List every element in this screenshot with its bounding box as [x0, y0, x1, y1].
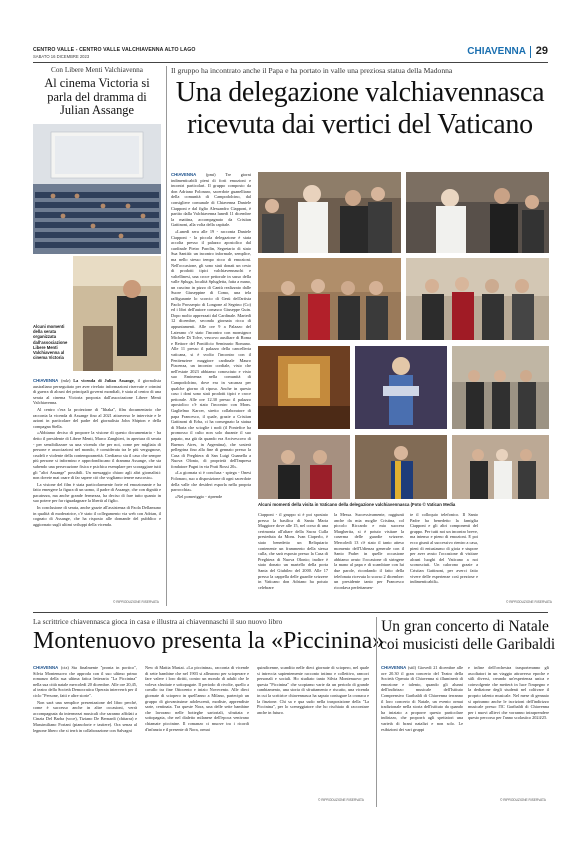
main-title-line1: Una delegazione valchiavennasca [175, 77, 545, 108]
bottom-left-col2: New di Mattia Mastai. «La piccinina», racconta di vicende di sette bambine che nel 1903 si allearono per scioperare e fare valere i loro diritti, contro un mondo di adulti che le voleva sfruttate e sottopagate. Il periodo di rivolte, quello a cavallo tra fine Ottocento e inizio Novecento. Alle dieci giornate di sciopero in quell'anno a Milano, partecipò un gruppo di giovanissime adolescenti, modiste, apprendiste sarte, centinaia. Tra queste Nora, una delle sette bambine che lavorano nelle botteghe sartoriali, sfruttata e sottopagata, che nel dialetto milanese dell'epoca venivano chiamate piccinine. Il romanzo ci muove tra i ricordi d'infanzia e il presente di Nora, ormai [145, 665, 249, 732]
edition-label: CENTRO VALLE - CENTRO VALLE VALCHIAVENNA ALTO LAGO [33, 47, 196, 53]
page-header [33, 45, 548, 63]
section-divider [530, 46, 532, 58]
main-col2: Ciapponi - il gruppo si è poi spostato presso la basilica di Santa Maria Maggiore dove alle 15, nel corso di una cerimonia all'altare della Sacra Culla presieduta da Mons. Ivan Ciaperlo, è stato benedetto un Reliquiario contenente un frammento della stessa culla, che sarà esposto presso la Casa di Preghiera di Nuova Olonio; inoltre è stato donato un martello della porta Santa del Giubileo del 2000. Alle 17 presso la cappella delle guardie svizzere in Vaticano don Adriano ha potuto celebrare [258, 512, 328, 590]
bottom-left-dateline: CHIAVENNA [33, 665, 59, 670]
main-paragraph: «Lunedì sera alle 19 - racconta Daniele Ciapponi - la piccola delegazione è stata accolta presso il palazzo apostolico dal cardinale Pietro Parolin, Segretario di stato Sua Santità: un incontro informale, semplice, ma nello stesso tempo ricco di emozioni. Nell'occasione, gli sono stati donati un cesto di prodotti tipici valchiavennaschi e valtellinesi, una croce pettorale in sasso della valle Spluga, località Splugletta, fatta a mano, un cuscino in pizzo di Cantù realizzato dalle Suore Giuseppine di Como, una tela raffigurante lo scorcio di Gesù dell'artista Paolo Prosserpio di Longone al Segrino (Co) ed i libri dell'autore comasco Giuseppe Guin. Dopo molto apprezzati dal Cardinale. Martedì 12 dicembre, seconda giornata ricca di appuntamenti. Alle ore 9 a Palazzo del Laterano c'è stato l'incontro con monsignor Michele Di Tolve, vescovo ausiliare di Roma e Rettore del Pontificio Seminario Romano. Alle 11 presso il palazzo della cancelleria vaticana, si è svolto l'incontro con il Penitenziere maggiore cardinale Mauro Piacenza, un incontro cordiale, visto che nell'estate 2023 abbiamo conosciuto e visto suo Eminenza nella comunità di Campodolcino, dove era in vacanza per qualche giorno di riposo. Anche in questo caso i doni sono stati prodotti tipici e croce pettorale. Alle ore 12.30 presso il palazzo apostolico c'è stato l'incontro con Mons. Gaglielmo Karcer, stretto collaboratore di papa Francesco, il quale, grazie a Cristian Gattinoni di Erba, ci ha consegnato la statua di Maria che scioglie i nodi (il Pontefice ha promosso il culto non solo durante il suo papato, ma già da quando era Arcivescovo di Buenos Aires, in Argentina), che sosterà pellegrina fino alla fine di gennaio presso la Casa di Preghiera di San Luigi Guanella a Nuova Olonio, di proprietà dell'Impresa fondatore Pagni in via Prati Rossi 20». [171, 228, 251, 469]
photo-family-group [452, 435, 549, 499]
sidebar-photo-bottom [73, 256, 161, 371]
main-title-line2: ricevuta dai vertici del Vaticano [187, 109, 533, 140]
photo-group-office [406, 258, 549, 340]
main-col1 [171, 172, 251, 512]
main-col4: te il colloquio telefonico. Il Santo Padre ha benedetto la famiglia Ciapponi e gli altri componenti del gruppo. Per tutti noi un incontro breve, ma intenso e pieno di emozioni. E poi ecco giunti al successivo rientro a casa, pieni di entusiasmo di gioia e stupore per aver avuto l'occasione di visitare alcuni luoghi del Vaticano a noi sconosciuti. Un calorono grazie a Cristian Gattinoni, per averci fatto vivere delle esperienze così preziose e indimenticabili». [410, 512, 478, 585]
date-label: SABATO 16 DICEMBRE 2023 [33, 54, 90, 59]
main-repro: © RIPRODUZIONE RISERVATA [506, 600, 552, 604]
bottom-column-divider [376, 617, 377, 807]
sidebar-photo-top [33, 124, 161, 254]
photo-caption: Alcuni momenti della visita in Vaticano della delegazione valchiavennasca (Foto © Vatican Media [258, 502, 456, 507]
main-kicker: Il gruppo ha incontrato anche il Papa e ha portato in valle una preziosa statua della Madonna [171, 66, 453, 75]
bottom-right-dateline: CHIAVENNA [381, 665, 407, 670]
vatican-photo-grid [258, 172, 549, 509]
bottom-left-col3: quindicenne, scandito nelle dieci giornate di sciopero, nel quale si intreccia sapientemente racconto intimo e collettivo, rancori personali e sociali. Ho studiato tanto Silvia Montenuovo per questa "Piccinina" che scopiamo varie da un periodo di grande cambiamento, una storia di sfruttamento e riscatto, una vicenda in cui la scrittrice chiavennasca ha saputo coniugare la cronaca e la finzione. Chi sa e qua sudo nella trasposizione della "La Piccinina", per lo sceneggiatore che ho rischiato di raccontare anche in futuro. [257, 665, 369, 715]
header-rule [33, 62, 548, 63]
sidebar-paragraph: il giornalista australiano perseguitato per aver rivelato informazioni riservate e crimini di guerra di alcuni dei principali governi mondiali, è stata al centro di una serata al cinema Victoria proposta dall'associazione Libere Menti Valchiavenna. [33, 378, 161, 406]
bottom-right-title-line2: coi musicisti delle Garibaldi [380, 636, 556, 653]
main-dateline-tag: (pmi) [205, 172, 216, 177]
bottom-right-dateline-tag: (sttl) [407, 665, 417, 670]
photo-pope-handshake [406, 172, 549, 253]
sidebar-paragraph: La visione del film è stata particolarmente forte ed emozionante e ha fatto emergere la figura di un uomo, il padre di Assange, che con dignità e pacatezza, ma anche grande fermezza, ha deciso di fare tutto quanto in suo potere per far riguadagnare la libertà al figlio. [33, 481, 161, 504]
bottom-right-repro: © RIPRODUZIONE RISERVATA [500, 798, 546, 802]
sidebar-caption: Alcuni momenti della serata organizzata dall'associazione Libere Menti Valchiavenna al cinema Victoria [33, 324, 68, 361]
photo-statue [355, 346, 447, 429]
sidebar-article [33, 66, 161, 606]
main-col3: la Messa. Successivamente, raggiunti anche da mia moglie Cristina, col piccolo Riccardo e mia suocera Margherita, si è potuto visitare la caserma delle guardie svizzere. Mercoledì 13 c'è stato il tanto atteso momento dell'Udienza generale con il Santo Padre: in quelle occasione abbiamo avuto l'occasione di stringere la mano al papa e di scambiare con lui due parole, ricordando il fatto della telefonata ricevuta lo scorso 2 dicembre: un presidente tanto per Francesco ricordava perfettamen- [334, 512, 404, 590]
photo-swiss-guard [355, 435, 447, 499]
bottom-left-repro: © RIPRODUZIONE RISERVATA [318, 798, 364, 802]
bottom-left-col1 [33, 665, 137, 805]
bottom-left-dateline-tag: (ctz) [60, 665, 69, 670]
sidebar-repro: © RIPRODUZIONE RISERVATA [113, 600, 159, 604]
sidebar-paragraph: In conclusione di serata, anche grazie all'assistenza di Paola Dellamuno in qualità di moderatrice, c'è stato il collegamento via web con Adrian, il cognato di Assange, che ha risposto alle domande del pubblico e aggiornato sugli ultimi sviluppi della vicenda. [33, 505, 161, 527]
bottom-right-col2: e infine dell'orchestra trasporteranno gli ascoltatori in un viaggio attraverso epoche e stili diversi, creando un'esperienza unica e coinvolgente che metterà in luce l'impegno e la dedizione degli studenti nel coltivare il proprio talento musicale. Nel mese di gennaio si apriranno anche le iscrizioni dell'indirizzo musicale presso l'IC Garibaldi di Chiavenna per i nuovi allievi che vorranno intraprendere questo percorso per l'anno scolastico 2024/25. [468, 665, 549, 721]
sidebar-body [33, 378, 161, 606]
sidebar-kicker: Con Libere Menti Valchiavenna [51, 66, 143, 74]
photo-chapel [258, 346, 350, 429]
section-name: CHIAVENNA [467, 46, 526, 57]
speaker-image [73, 256, 161, 371]
bottom-right-title-line1: Un gran concerto di Natale [381, 618, 549, 635]
sidebar-dateline-tag: (mlz) [61, 378, 71, 383]
cinema-stage-image [33, 124, 161, 254]
sidebar-paragraph: «Abbiamo deciso di proporre la visione di questo documentario - ha detto il presidente di Libere Menti, Marco Zanghieri, in apertura di serata - per sensibilizzare su una vicenda che per noi, come per migliaia di persone e associazioni nel mondo, è considerata tra le più vergognose, crudeli e violente della contemporaneità. Crediamo sia il caso che sempre più persone si informino e approfondiscano il dramma Assange, che sta subendo una persecuzione fisica e psichica esemplare per scoraggiare tutti gli "altri Assange" possibili. Un messaggio chiaro agli altri giornalisti: non dovete mai osare di far sapere ciò che vogliamo tenere nascosto». [33, 430, 161, 481]
bottom-right-paragraph: Giovedì 21 dicembre alle ore 20.30 il gran concerto del Teatro della Società Operaia di Chiavenna si illuminerà di emozione e talento, quando gli alunni dell'indirizzo musicale dell'Istituto Comprensivo Garibaldi di Chiavenna terranno il loro concerto di Natale, un evento ormai tradizionale nella storia dell'istituto da quando ha iniziato a proporre questo particolare indirizzo, che proporrà agli spettatori una varietà di brani natalizi e non solo. Le esibizioni dei vari gruppi [381, 665, 463, 732]
section-divider-rule [33, 612, 548, 613]
bottom-left-paragraph: Non sarà una semplice presentazione del libro perché, come è successo anche in altre occasioni, verrà accompagnata da intermezzi musicali che saranno affidati a Cinzia Del Barba (voce), Tiziano De Bernardi (chitarra) e Massimiliano Foriani (pianoforte e tastiere). Ora senza al legnone libero che si terrà in collaborazione con Salvagni [33, 699, 137, 733]
sidebar-dateline: CHIAVENNA [33, 378, 59, 383]
page-number: 29 [535, 45, 548, 57]
photo-cross-gift [258, 435, 350, 499]
main-paragraph: «Nel pomeriggio - riprende [175, 493, 223, 499]
main-paragraph: Tre giorni indimenticabili pieni di forti emozioni e incontri particolari. Il gruppo composto da don Adriano Folonaro, sacerdote guanelliano della comunità di Campodolcino, dal consigliere comunale di Chiavenna Daniele Ciapponi e dal figlio Alessandro Ciapponi, è partito dalla Valchiavenna lunedì 11 dicembre la mattina, accompagnato da Cristian Gattinoni, alla volta della capitale. [171, 172, 251, 228]
photo-pope-greeting [258, 172, 401, 253]
main-dateline: CHIAVENNA [171, 172, 197, 177]
bottom-left-paragraph: Sta finalmente "pronta in portico", Silvia Montenuovo che approda con il suo ultimo primo romanzo della sua ultima fatica letteraria "La Piccinina" nella sua città natale mercoledì 20 dicembre. Alle ore 20,45, al teatro della Società Democratica Operaia interverrà per il ciclo "Persone, fatti e altre storie". [33, 665, 137, 698]
bottom-left-kicker: La scrittrice chiavennasca gioca in casa e illustra ai chiavennaschi il suo nuovo libro [33, 617, 283, 626]
sidebar-title: Al cinema Victoria si parla del dramma di Julian Assange [44, 76, 150, 117]
sidebar-lead-phrase: La vicenda di Julian Assange, [73, 378, 135, 383]
main-paragraph: «La giornata si è conclusa - spiega - Onesi Folonaro, suo a disposizione di ogni sacerdote della valle che desideri esporla nella propria parrocchia». [171, 470, 251, 493]
photo-cardinal-meeting [258, 258, 401, 340]
photo-delegation-hall [452, 346, 549, 429]
bottom-right-col1 [381, 665, 463, 805]
sidebar-paragraph: Al centro c'era la proiezione di "Ithaka", film documentario che racconta la vicenda di Assange fino al 2021 attraverso le interviste e le azioni in particolare del padre del giornalista John Shipton e della compagna Stella. [33, 406, 161, 429]
bottom-left-title: Montenuovo presenta la «Piccinina» [33, 628, 385, 654]
column-divider [166, 66, 167, 606]
